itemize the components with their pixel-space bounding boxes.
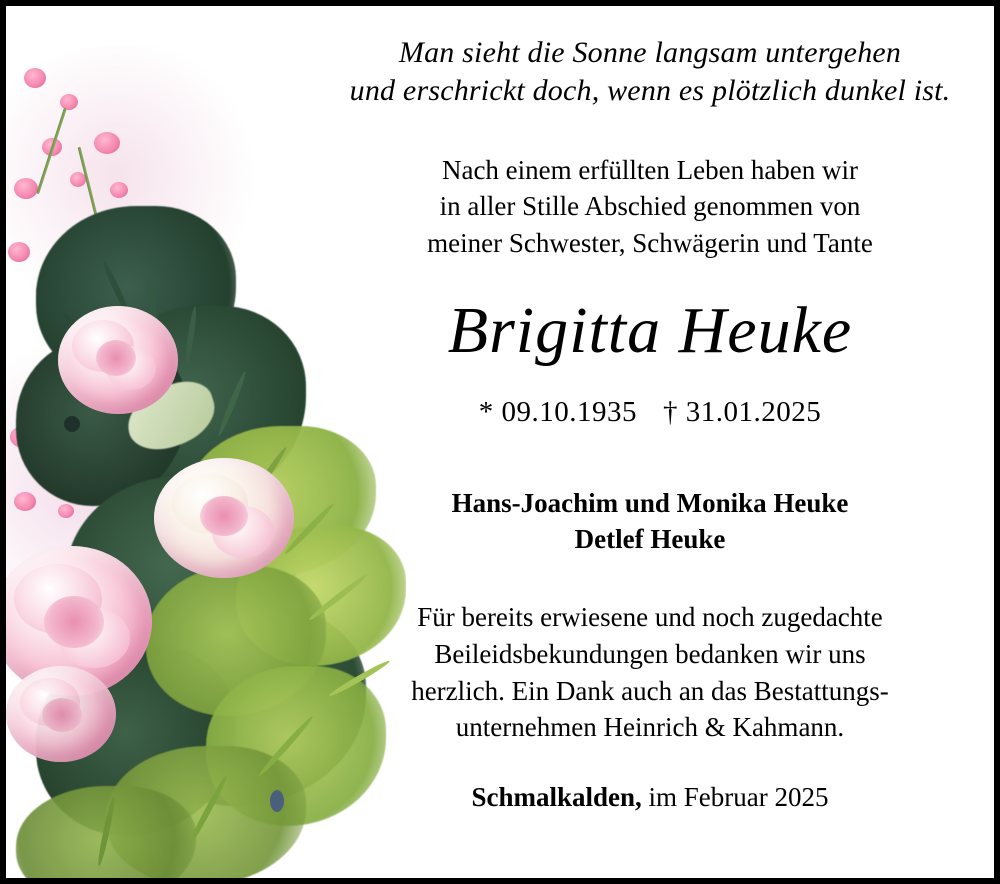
intro-line-2: in aller Stille Abschied genommen von xyxy=(439,191,861,222)
verse-line-1: Man sieht die Sonne langsam untergehen xyxy=(398,36,902,69)
thanks-line-1: Für bereits erwiesene und noch zugedachte xyxy=(417,602,883,633)
death-date: † 31.01.2025 xyxy=(663,395,822,428)
thanks-line-4: unternehmen Heinrich & Kahmann. xyxy=(455,712,845,743)
verse-line-2: und erschrickt doch, wenn es plötzlich dunkel ist. xyxy=(349,73,951,107)
intro-line-1: Nach einem erfüllten Leben haben wir xyxy=(441,154,859,185)
intro-line-3: meiner Schwester, Schwägerin und Tante xyxy=(427,228,873,259)
mourners xyxy=(306,485,994,557)
place-date: im Februar 2025 xyxy=(641,781,829,812)
thanks-line-3: herzlich. Ein Dank auch an das Bestattungs- xyxy=(411,675,889,706)
mourners-line-2: Detlef Heuke xyxy=(574,523,726,554)
introduction xyxy=(306,152,994,262)
notice-text-column xyxy=(306,6,994,878)
life-dates xyxy=(306,396,994,429)
thanks-paragraph xyxy=(306,599,994,746)
thanks-line-2: Beileidsbekundungen bedanken wir uns xyxy=(434,638,866,669)
mourners-line-1: Hans-Joachim und Monika Heuke xyxy=(451,487,849,518)
place-name: Schmalkalden, xyxy=(471,781,642,812)
birth-date: * 09.10.1935 xyxy=(478,395,637,428)
place-and-date xyxy=(306,782,994,813)
deceased-name: Brigitta Heuke xyxy=(447,293,853,367)
verse xyxy=(306,34,994,110)
